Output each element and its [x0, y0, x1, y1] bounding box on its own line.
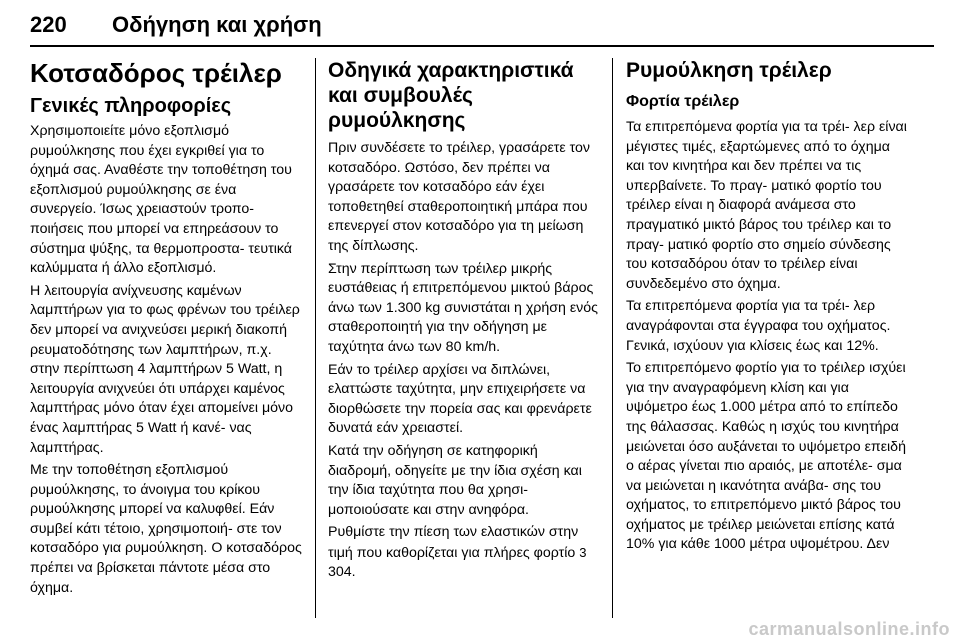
column-divider-2	[612, 58, 613, 618]
page-reference-link[interactable]: 304.	[328, 564, 356, 581]
paragraph-text: Ρυθμίστε την πίεση των ελαστικών στην τιμή που καθορίζεται για πλήρες φορτίο	[328, 524, 579, 561]
watermark: carmanualsonline.info	[748, 619, 950, 639]
page-reference-arrow-icon: 3	[579, 544, 587, 560]
paragraph: Κατά την οδήγηση σε κατηφορική διαδρομή, οδηγείτε με την ίδια σχέση και την ίδια ταχύτητα που θα χρησι- μοποιούσατε και στην ανηφόρα.	[328, 442, 582, 518]
header-divider	[30, 45, 934, 47]
paragraph	[328, 523, 600, 583]
page-number: 220	[30, 12, 67, 37]
column-1	[30, 58, 302, 601]
subsection-title: Φορτία τρέιλερ	[626, 93, 740, 110]
section-title: Οδηγικά χαρακτηριστικά και συμβουλές ρυμούλκησης	[328, 59, 574, 132]
paragraph: Πριν συνδέσετε το τρέιλερ, γρασάρετε τον κοτσαδόρο. Ωστόσο, δεν πρέπει να γρασάρετε τον κοτσαδόρο εάν έχει τοποθετηθεί σταθεροποιητική μπάρα που επενεργεί στον κοτσαδόρο για τη μείωση της δίπλωσης.	[328, 140, 591, 254]
column-3	[626, 58, 908, 558]
paragraph: Με την τοποθέτηση εξοπλισμού ρυμούλκησης, το άνοιγμα του κρίκου ρυμούλκησης μπορεί να καλυφθεί. Εάν συμβεί κάτι τέτοιο, χρησιμοποιή- στε τον κοτσαδόρο για ρυμούλκηση. Ο κοτσαδόρος πρέπει να βρίσκεται πάντοτε μέσα στο όχημα.	[30, 462, 302, 596]
paragraph: Η λειτουργία ανίχνευσης καμένων λαμπτήρων για το φως φρένων του τρέιλερ δεν μπορεί να ανιχνεύσει μερική διακοπή ρευματοδότησης των λαμπτήρων, π.χ. στην περίπτωση 4 λαμπτήρων 5 Watt, η λειτουργία ανιχνεύει ότι υπάρχει καμένος λαμπτήρας μόνο όταν έχει απομείνει μόνο ένας λαμπτήρας 5 Watt ή κανέ- νας λαμπτήρας.	[30, 282, 300, 456]
paragraph: Τα επιτρεπόμενα φορτία για τα τρέι- λερ είναι μέγιστες τιμές, εξαρτώμενες από το όχημα και τον κινητήρα και δεν πρέπει να τις υπερβαίνετε. Το πραγ- ματικό φορτίο του τρέιλερ είναι η διαφορά ανάμεσα στο πραγματικό μικτό βάρος του τρέιλερ και το πραγ- ματικό φορτίο στο σημείο σύνδεσης του κοτσαδόρου όταν το τρέιλερ είναι συνδεδεμένο στο όχημα.	[626, 119, 907, 292]
section-title: Ρυμούλκηση τρέιλερ	[626, 59, 832, 82]
column-2	[328, 58, 600, 586]
paragraph: Εάν το τρέιλερ αρχίσει να διπλώνει, ελαττώστε ταχύτητα, μην επιχειρήσετε να διορθώσετε την πορεία σας και φρενάρετε δυνατά εάν χρειαστεί.	[328, 361, 592, 437]
paragraph: Χρησιμοποιείτε μόνο εξοπλισμό ρυμούλκησης που έχει εγκριθεί για το όχημά σας. Αναθέστε την τοποθέτηση του εξοπλισμού ρυμούλκησης σε ένα συνεργείο. Ίσως χρειαστούν τροπο- ποιήσεις που μπορεί να επηρεάσουν το σύστημα ψύξης, τα θερμοπροστα- τευτικά καλύμματα ή άλλο εξοπλισμό.	[30, 123, 292, 277]
page-header	[0, 0, 960, 44]
subsection-title: Γενικές πληροφορίες	[30, 95, 232, 117]
paragraph: Τα επιτρεπόμενα φορτία για τα τρέι- λερ αναγράφονται στα έγγραφα του οχήματος. Γενικά, ισχύουν για κλίσεις έως και 12%.	[626, 298, 891, 354]
paragraph: Το επιτρεπόμενο φορτίο για το τρέιλερ ισχύει για την αναγραφόμενη κλίση και για υψόμετρο έως 1.000 μέτρα από το επίπεδο της θάλασσας. Καθώς η ισχύς του κινητήρα μειώνεται όσο αυξάνεται το υψόμετρο επειδή ο αέρας γίνεται πιο αραιός, με αποτέλε- σμα να μειώνεται η ικανότητα ανάβα- σης του οχήματος, το επιτρεπόμενο μικτό βάρος του οχήματος με τρέιλερ μειώνεται επίσης κατά 10% για κάθε 1000 μέτρα υψομέτρου. Δεν	[626, 360, 906, 553]
running-title: Οδήγηση και χρήση	[112, 12, 322, 37]
column-divider-1	[315, 58, 316, 618]
paragraph: Στην περίπτωση των τρέιλερ μικρής ευστάθειας ή επιτρεπόμενου μικτού βάρος άνω των 1.300 kg συνιστάται η χρήση ενός σταθεροποιητή για την οδήγηση με ταχύτητα άνω των 80 km/h.	[328, 260, 598, 355]
section-title: Κοτσαδόρος τρέιλερ	[30, 58, 282, 88]
